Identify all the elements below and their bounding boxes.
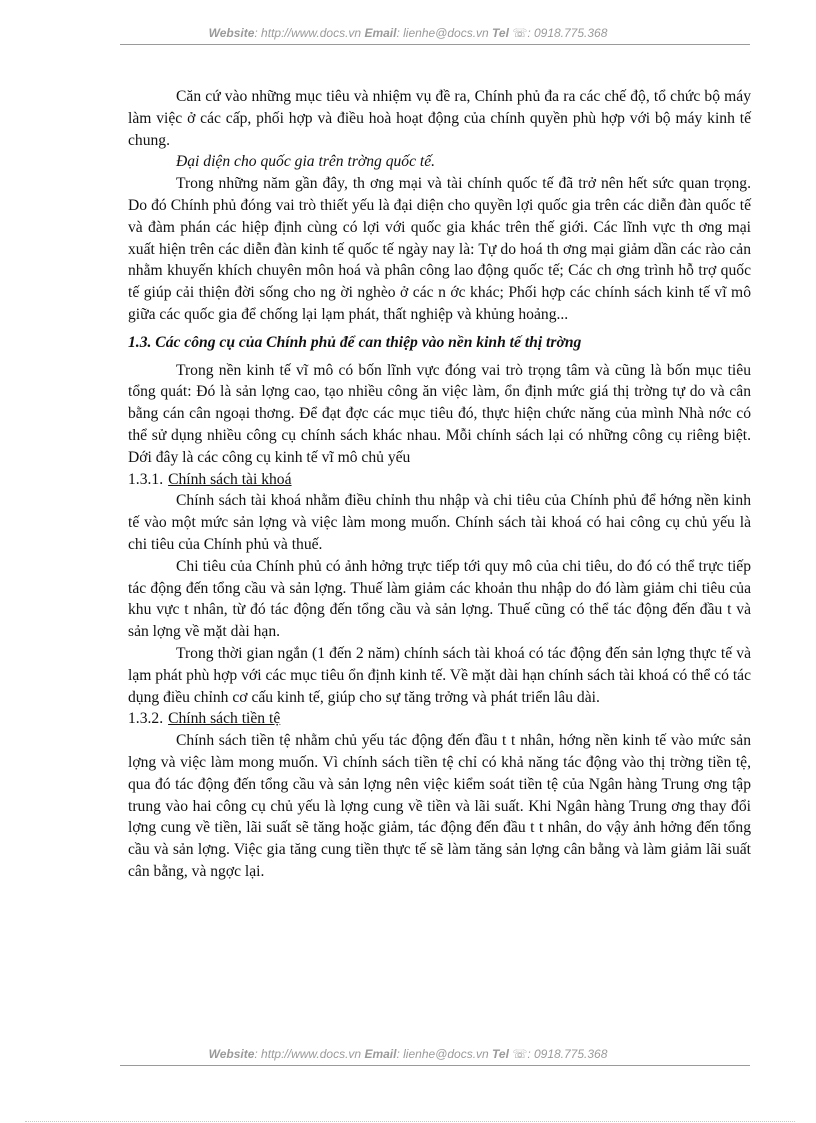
footer-website-url[interactable]: : http://www.docs.vn: [254, 1047, 362, 1061]
footer-email-label: Email: [364, 1047, 397, 1061]
footer-website-label: Website: [208, 1047, 255, 1061]
paragraph: Trong những năm gần đây, th ơng mại và tài chính quốc tế đã trở nên hết sức quan trọng. Do đó Chính phủ đóng vai trò thiết yếu là đại diện cho quyền lợi quốc gia trên các diễn đàn quốc tế và đàm phán các hiệp định cùng có lợi với quốc gia khác trên thế giới. Các lĩnh vực th ơng mại xuất hiện trên các diễn đàn kinh tế quốc tế ngày nay là: Tự do hoá th ơng mại giảm dần các rào cản nhằm khuyến khích chuyên môn hoá và phân công lao động quốc tế; Các ch ơng trình hỗ trợ quốc tế giúp cải thiện đời sống cho ng ời nghèo ở các n ớc khác; Phối hợp các chính sách kinh tế vĩ mô giữa các quốc gia để chống lại lạm phát, thất nghiệp và khủng hoảng...: [128, 175, 751, 323]
header-email-value[interactable]: : lienhe@docs.vn: [396, 26, 489, 40]
header-tel-label: Tel: [492, 26, 509, 40]
footer-rule: [120, 1065, 750, 1066]
paragraph: Chính sách tài khoá nhằm điều chỉnh thu nhập và chi tiêu của Chính phủ để hớng nền kinh tế vào một mức sản lợng và việc làm mong muốn. Chính sách tài khoá có hai công cụ chủ yếu là chi tiêu của Chính phủ và thuế.: [128, 492, 751, 553]
subsection-heading-1-3-1: [128, 469, 751, 491]
document-body: [128, 86, 751, 883]
subsection-heading-1-3-2: [128, 708, 751, 730]
subsection-title: Chính sách tiền tệ: [168, 710, 281, 728]
header-email-label: Email: [364, 26, 397, 40]
paragraph: Căn cứ vào những mục tiêu và nhiệm vụ đề ra, Chính phủ đa ra các chế độ, tổ chức bộ máy làm việc ở các cấp, phối hợp và điều hoà hoạt động của chính quyền phù hợp với bộ máy kinh tế chung.: [128, 88, 751, 149]
phone-icon: ☏: [512, 1047, 528, 1061]
subsection-number: 1.3.1.: [128, 470, 164, 488]
paragraph: Chính sách tiền tệ nhằm chủ yếu tác động đến đầu t t nhân, hớng nền kinh tế vào mức sản lợng và việc làm mong muốn. Vì chính sách tiền tệ chỉ có khả năng tác động vào thị trờng tiền tệ, qua đó tác động đến tổng cầu và sản lợng nên việc kiểm soát tiền tệ của Ngân hàng Trung ơng tập trung vào hai công cụ chủ yếu là lợng cung về tiền và lãi suất. Khi Ngân hàng Trung ơng thay đổi lợng cung về tiền, lãi suất sẽ tăng hoặc giảm, tác động đến đầu t t nhân, do vậy ảnh hởng đến tổng cầu và sản lợng. Việc gia tăng cung tiền thực tế sẽ làm tăng sản lợng cân bằng và làm giảm lãi suất cân bằng, và ngợc lại.: [128, 732, 751, 880]
page-header: [0, 26, 816, 40]
footer-tel-value: : 0918.775.368: [527, 1047, 608, 1061]
section-subtitle: Đại diện cho quốc gia trên trờng quốc tế.: [176, 153, 436, 171]
phone-icon: ☏: [512, 26, 528, 40]
subsection-number: 1.3.2.: [128, 710, 164, 728]
paragraph: Trong nền kinh tế vĩ mô có bốn lĩnh vực đóng vai trò trọng tâm và cũng là bốn mục tiêu tổng quát: Đó là sản lợng cao, tạo nhiều công ăn việc làm, ổn định mức giá thị trờng tự do và cân bằng cán cân ngoại thơng. Để đạt đợc các mục tiêu đó, thực hiện chức năng của mình Nhà nớc có thể sử dụng nhiều công cụ chính sách khác nhau. Mỗi chính sách lại có những công cụ riêng biệt. Dới đây là các công cụ kinh tế vĩ mô chủ yếu: [128, 361, 751, 466]
header-rule: [120, 44, 750, 45]
header-tel-value: : 0918.775.368: [527, 26, 608, 40]
footer-tel-label: Tel: [492, 1047, 509, 1061]
header-website-url[interactable]: : http://www.docs.vn: [254, 26, 362, 40]
header-website-label: Website: [208, 26, 255, 40]
page-footer: [0, 1047, 816, 1061]
footer-email-value[interactable]: : lienhe@docs.vn: [396, 1047, 489, 1061]
paragraph: Trong thời gian ngắn (1 đến 2 năm) chính sách tài khoá có tác động đến sản lợng thực tế và lạm phát phù hợp với các mục tiêu ổn định kinh tế. Về mặt dài hạn chính sách tài khoá có thể có tác dụng điều chỉnh cơ cấu kinh tế, giúp cho sự tăng trởng và phát triển lâu dài.: [128, 644, 751, 706]
paragraph: Chi tiêu của Chính phủ có ảnh hởng trực tiếp tới quy mô của chi tiêu, do đó có thể trực tiếp tác động đến tổng cầu và sản lợng. Thuế làm giảm các khoản thu nhập do đó làm giảm chi tiêu của khu vực t nhân, từ đó tác động đến tổng cầu và sản lợng. Thuế cũng có thể tác động đến đầu t và sản lợng về mặt dài hạn.: [128, 557, 751, 641]
page-edge-divider: [25, 1121, 795, 1122]
section-heading-1-3: 1.3. Các công cụ của Chính phủ để can thiệp vào nền kinh tế thị trờng: [128, 333, 582, 351]
subsection-title: Chính sách tài khoá: [168, 470, 292, 488]
